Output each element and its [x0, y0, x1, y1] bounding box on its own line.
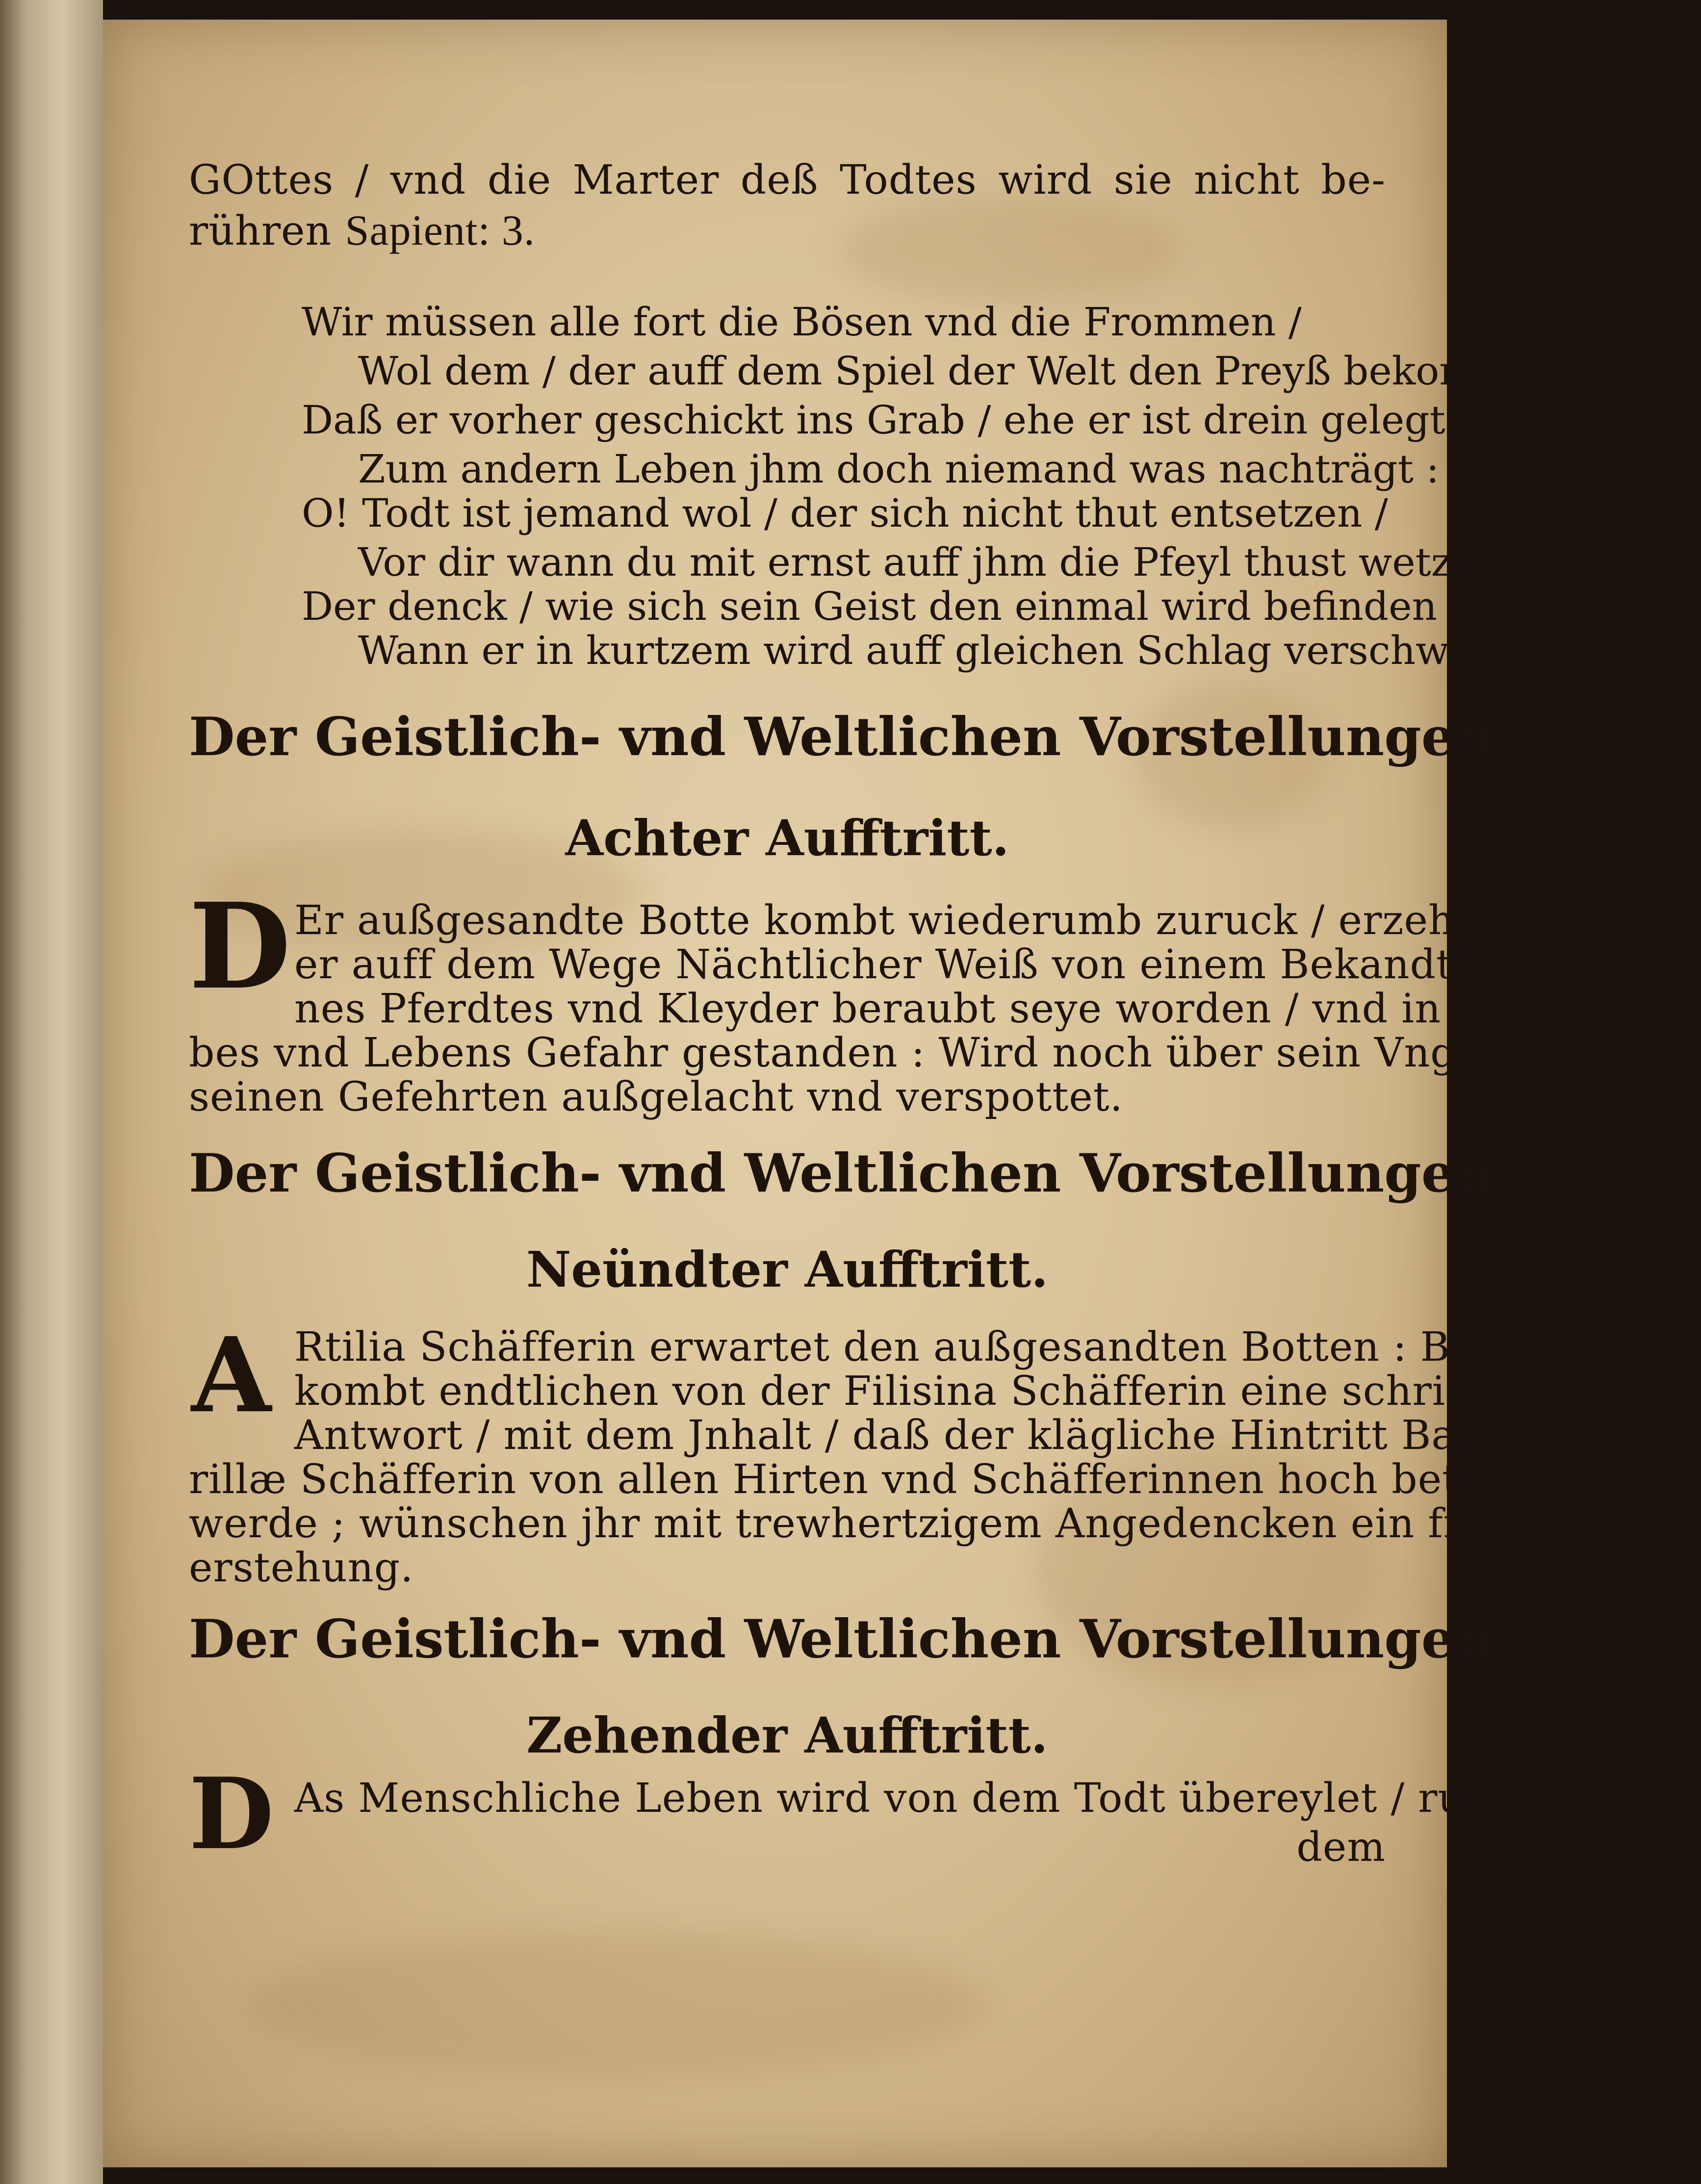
- drop-capital: D: [189, 877, 291, 1016]
- section-heading: Der Geistlich- vnd Weltlichen Vorstellungen: [189, 1608, 1494, 1670]
- verse-line: Wol dem / der auff dem Spiel der Welt den Preyß bekommen /: [358, 348, 1588, 394]
- book-binding-edge: [0, 0, 103, 2184]
- verse-line: Zum andern Leben jhm doch niemand was nachträgt :: [358, 446, 1440, 492]
- verse-line: Wann er in kurtzem wird auff gleichen Schlag verschwinden.: [358, 628, 1573, 673]
- book-page: [103, 20, 1701, 2167]
- section-subheading: Achter Aufftritt.: [565, 809, 1009, 867]
- body-text-line: As Menschliche Leben wird von dem Todt übereylet / ruffet zu: [294, 1775, 1598, 1822]
- body-text-line: er auff dem Wege Nächtlicher Weiß von einem Bekandten sei-: [294, 941, 1590, 988]
- body-text-line: nes Pferdtes vnd Kleyder beraubt seye worden / vnd in Lei-: [294, 986, 1534, 1032]
- body-text-line: erstehung.: [189, 1545, 414, 1591]
- verse-line: O! Todt ist jemand wol / der sich nicht thut entsetzen /: [302, 490, 1388, 536]
- body-text-line: seinen Gefehrten außgelacht vnd verspottet.: [189, 1074, 1123, 1120]
- paper-stain: [250, 1932, 986, 2079]
- verse-line: Vor dir wann du mit ernst auff jhm die Pfeyl thust wetzen ?: [358, 539, 1534, 585]
- drop-capital: A: [191, 1315, 271, 1436]
- verse-line: Wir müssen alle fort die Bösen vnd die Frommen /: [302, 299, 1302, 345]
- section-heading: Der Geistlich- vnd Weltlichen Vorstellungen: [189, 706, 1494, 768]
- body-text-line: [189, 206, 1386, 255]
- body-text-line: rillæ Schäfferin von allen Hirten vnd Schäfferinnen hoch betrawret: [189, 1456, 1599, 1503]
- body-text-line: Antwort / mit dem Jnhalt / daß der klägliche Hintritt Barba-: [294, 1412, 1541, 1459]
- body-text-line: bes vnd Lebens Gefahr gestanden : Wird noch über sein Vnglück von: [189, 1030, 1632, 1076]
- section-heading: Der Geistlich- vnd Weltlichen Vorstellungen: [189, 1143, 1494, 1204]
- body-text-line: werde ; wünschen jhr mit trewhertzigem Angedencken ein fröliche Auff-: [189, 1500, 1701, 1547]
- catchword: dem: [1296, 1824, 1386, 1871]
- body-text-line: Er außgesandte Botte kombt wiederumb zuruck / erzehlet wie: [294, 897, 1595, 944]
- verse-line: Daß er vorher geschickt ins Grab / ehe er ist drein gelegt /: [302, 397, 1471, 443]
- section-subheading: Zehender Aufftritt.: [526, 1706, 1048, 1764]
- verse-line: Der denck / wie sich sein Geist den einmal wird befinden /: [302, 584, 1463, 629]
- body-word: rühren: [189, 208, 332, 254]
- body-text-line: kombt endtlichen von der Filisina Schäfferin eine schrifftliche: [294, 1368, 1594, 1415]
- section-subheading: Neündter Aufftritt.: [526, 1241, 1049, 1298]
- drop-capital: D: [189, 1756, 274, 1872]
- body-text-line: Rtilia Schäfferin erwartet den außgesandten Botten : Be-: [294, 1324, 1489, 1371]
- scripture-reference: Sapient: 3.: [345, 207, 535, 254]
- body-text-line: GOttes / vnd die Marter deß Todtes wird sie nicht be-: [189, 157, 1386, 203]
